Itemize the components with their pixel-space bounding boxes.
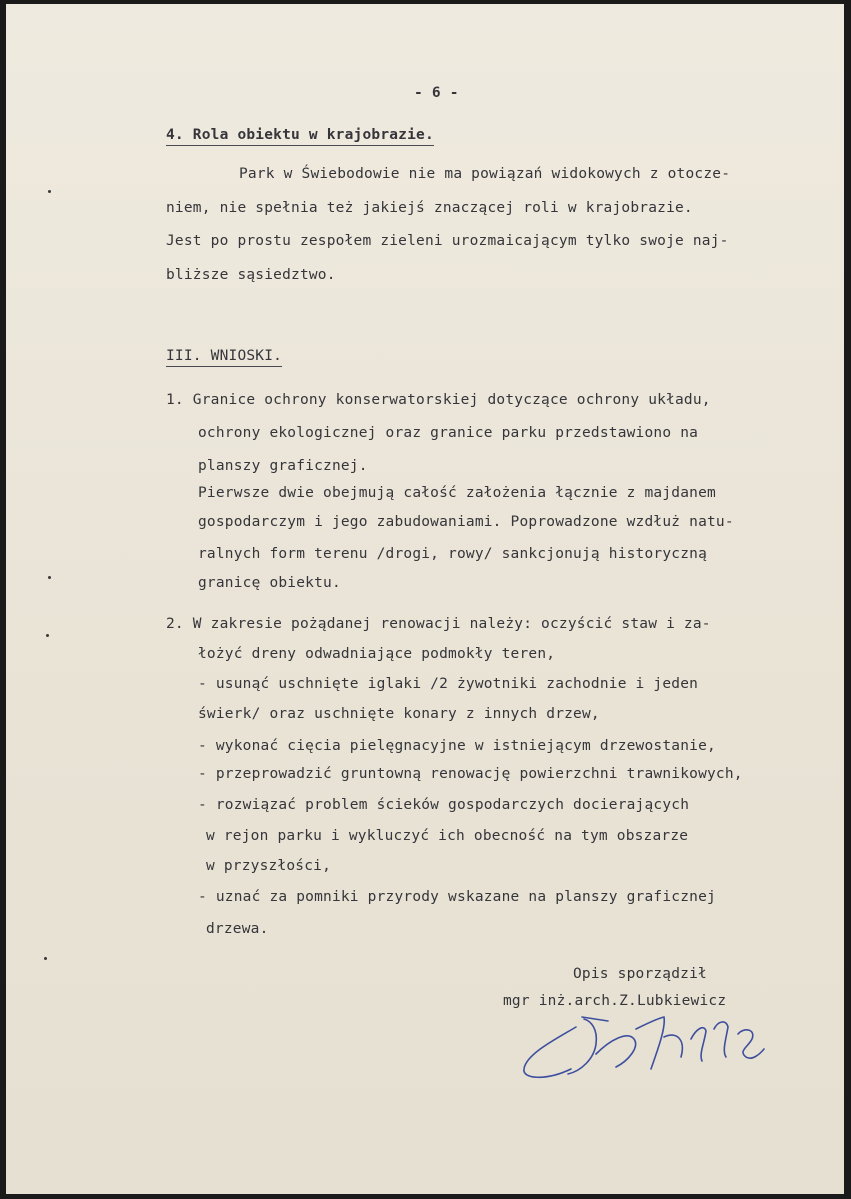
- item-2-line: w przyszłości,: [206, 858, 332, 874]
- item-1-line: planszy graficznej.: [198, 458, 368, 474]
- section-4-line: Park w Świebodowie nie ma powiązań widokowych z otocze-: [239, 166, 731, 182]
- handwritten-signature: [516, 999, 776, 1099]
- item-2-line: łożyć dreny odwadniające podmokły teren,: [198, 646, 556, 662]
- section-4-line: niem, nie spełnia też jakiejś znaczącej roli w krajobrazie.: [166, 200, 693, 216]
- item-1-line: ochrony ekologicznej oraz granice parku przedstawiono na: [198, 425, 699, 441]
- punch-hole: [46, 634, 49, 637]
- item-2-line: 2. W zakresie pożądanej renowacji należy: oczyścić staw i za-: [166, 616, 711, 632]
- punch-hole: [48, 190, 51, 193]
- section-4-line: Jest po prostu zespołem zieleni urozmaicającym tylko swoje naj-: [166, 233, 729, 249]
- punch-hole: [44, 957, 47, 960]
- document-page: [6, 4, 844, 1194]
- item-1-line: ralnych form terenu /drogi, rowy/ sankcjonują historyczną: [198, 546, 707, 562]
- item-1-line: 1. Granice ochrony konserwatorskiej dotyczące ochrony układu,: [166, 392, 711, 408]
- conclusions-heading: III. WNIOSKI.: [166, 349, 282, 367]
- item-2-line: - uznać za pomniki przyrody wskazane na planszy graficznej: [198, 889, 716, 905]
- page-number: - 6 -: [414, 85, 459, 101]
- author-name: mgr inż.arch.Z.Lubkiewicz: [503, 993, 727, 1009]
- item-2-line: - przeprowadzić gruntowną renowację powierzchni trawnikowych,: [198, 766, 743, 782]
- item-2-line: drzewa.: [206, 921, 269, 937]
- section-4-heading: 4. Rola obiektu w krajobrazie.: [166, 128, 434, 146]
- item-1-line: Pierwsze dwie obejmują całość założenia łącznie z majdanem: [198, 485, 716, 501]
- item-1-line: granicę obiektu.: [198, 575, 341, 591]
- item-1-line: gospodarczym i jego zabudowaniami. Poprowadzone wzdłuż natu-: [198, 514, 734, 530]
- section-4-line: bliższe sąsiedztwo.: [166, 267, 336, 283]
- item-2-line: świerk/ oraz uschnięte konary z innych drzew,: [198, 706, 600, 722]
- item-2-line: - wykonać cięcia pielęgnacyjne w istniejącym drzewostanie,: [198, 738, 716, 754]
- author-label: Opis sporządził: [573, 966, 707, 982]
- punch-hole: [48, 576, 51, 579]
- item-2-line: w rejon parku i wykluczyć ich obecność na tym obszarze: [206, 828, 689, 844]
- item-2-line: - rozwiązać problem ścieków gospodarczych docierających: [198, 797, 690, 813]
- item-2-line: - usunąć uschnięte iglaki /2 żywotniki zachodnie i jeden: [198, 676, 699, 692]
